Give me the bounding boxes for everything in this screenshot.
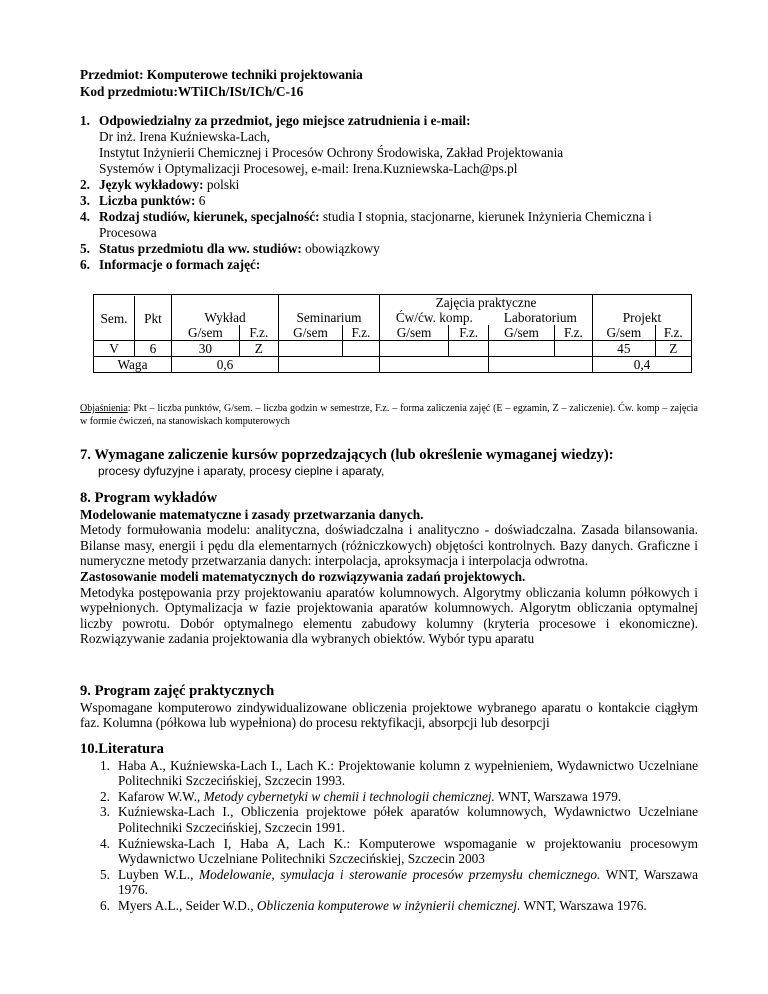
responsible-name: Dr inż. Irena Kuźniewska-Lach, [99, 129, 270, 144]
section-1: 1. Odpowiedzialny za przedmiot, jego miejsce zatrudnienia i e-mail: Dr inż. Irena Kuźniewska-Lach, Instytut Inżynierii Chemicznej i Procesów Ochrony Środowiska, Zakład Projektowania Systemów i Optymalizacji Procesowej, e-mail: Irena.Kuzniewska-Lach@ps.pl [80, 113, 698, 177]
table-row: Waga 0,6 0,4 [94, 357, 692, 373]
section-8 [80, 491, 698, 647]
course-forms-table: Sem. Pkt Zajęcia praktyczne Wykład Seminarium Ćw/ćw. komp. Laboratorium Projekt G/sem F.z. G/sem F.z. G/sem F.z. G/sem F.z. G/sem F.z. V 6 30 Z 45 Z Waga 0,6 0,4 [93, 294, 692, 373]
section-6: 6. Informacje o formach zajęć: [80, 257, 261, 272]
col-wyklad: Wykład [172, 310, 279, 325]
responsible-institute: Instytut Inżynierii Chemicznej i Procesów Ochrony Środowiska, Zakład Projektowania [99, 145, 564, 160]
section-8-para-1: Metody formułowania modelu: analityczna, doświadczalna i analityczno - doświadczalna. Zasada bilansowania. Bilanse masy, energii i pędu dla elementarnych (różniczkowych) objętości kontrolnych. Bazy danych. Graficzne i numeryczne metody przetwarzania danych: interpolacja, aproksymacja i interpolacja odwrotna. [80, 522, 698, 569]
table-explanation: Objaśnienia: Pkt – liczba punktów, G/sem. – liczba godzin w semestrze, F.z. – forma zaliczenia zajęć (E – egzamin, Z – zaliczenie). Ćw. komp – zajęcia w formie ćwiczeń, na stanowiskach komputerowych [80, 403, 698, 427]
zajecia-praktyczne: Zajęcia praktyczne [380, 295, 593, 311]
list-item: 4. Kuźniewska-Lach I, Haba A, Lach K.: Komputerowe wspomaganie w projektowaniu procesowym Wydawnictwo Uczelniane Politechniki Szczecińskiej, Szczecin 2003 [100, 835, 698, 867]
col-seminarium: Seminarium [279, 310, 380, 325]
section-8-para-2: Metodyka postępowania przy projektowaniu aparatów kolumnowych. Algorytmy obliczania kolumn półkowych i wypełnionych. Optymalizacja w fazie projektowania aparatów kolumnowych. Algorytm obliczania optymalnej liczby powrotu. Dobór optymalnego elementu zabudowy kolumny (kryteria procesowe i ekonomiczne). Rozwiązywanie zadania projektowania dla wybranych obiektów. Wybór typu aparatu [80, 584, 698, 647]
section-3: 3. Liczba punktów: 6 [80, 193, 206, 208]
col-projekt: Projekt [593, 310, 692, 325]
document-page [80, 66, 698, 273]
list-item: 6. Myers A.L., Seider W.D., Obliczenia komputerowe w inżynierii chemicznej. WNT, Warszawa 1976. [100, 897, 647, 913]
list-item: 2. Kafarow W.W., Metody cybernetyki w chemii i technologii chemicznej. WNT, Warszawa 1979. [100, 788, 622, 804]
info-list [80, 113, 698, 273]
subject-code: Kod przedmiotu:WTiICh/ISt/ICh/C-16 [80, 84, 304, 99]
col-pkt: Pkt [144, 310, 162, 326]
section-2: 2. Język wykładowy: polski [80, 177, 240, 192]
section-8-title: 8. Program wykładów [80, 490, 218, 506]
section-9-title: 9. Program zajęć praktycznych [80, 683, 275, 699]
col-sem: Sem. [94, 296, 135, 340]
col-lab: Laboratorium [489, 310, 593, 325]
section-7 [80, 448, 698, 479]
section-10-title: 10.Literatura [80, 741, 164, 757]
section-4: 4. Rodzaj studiów, kierunek, specjalność: studia I stopnia, stacjonarne, kierunek Inżynieria Chemiczna i Procesowa [80, 209, 652, 240]
section-7-title: 7. Wymagane zaliczenie kursów poprzedzających (lub określenie wymaganej wiedzy): [80, 447, 614, 463]
table-row: V 6 30 Z 45 Z [94, 341, 692, 357]
section-7-text: procesy dyfuzyjne i aparaty, procesy cieplne i aparaty, [98, 463, 385, 478]
subject-title: Przedmiot: Komputerowe techniki projektowania [80, 67, 363, 82]
list-item: 5. Luyben W.L., Modelowanie, symulacja i sterowanie procesów przemysłu chemicznego. WNT, Warszawa 1976. [100, 866, 699, 898]
section-8-heading-1: Modelowanie matematyczne i zasady przetwarzania danych. [80, 506, 424, 522]
col-cw: Ćw/ćw. komp. [380, 310, 489, 325]
section-8-heading-2: Zastosowanie modeli matematycznych do rozwiązywania zadań projektowych. [80, 568, 526, 584]
literature-list [80, 758, 698, 914]
responsible-email: Systemów i Optymalizacji Procesowej, e-mail: Irena.Kuzniewska-Lach@ps.pl [99, 161, 518, 176]
section-5: 5. Status przedmiotu dla ww. studiów: obowiązkowy [80, 241, 380, 256]
section-9-text: Wspomagane komputerowo zindywidualizowane obliczenia projektowe wybranego aparatu o kontakcie ciągłym faz. Kolumna (półkowa lub wypełniona) do procesu rektyfikacji, absorpcji lub desorpcji [80, 699, 698, 731]
section-9 [80, 684, 698, 731]
list-item: 1. Haba A., Kuźniewska-Lach I., Lach K.: Projektowanie kolumn z wypełnieniem, Wydawnictwo Uczelniane Politechniki Szczecińskiej, Szczecin 1993. [100, 757, 698, 789]
list-item: 3. Kuźniewska-Lach I., Obliczenia projektowe półek aparatów kolumnowych, Wydawnictwo Uczelniane Politechniki Szczecińskiej, Szczecin 1991. [100, 804, 698, 835]
section-10 [80, 742, 698, 914]
